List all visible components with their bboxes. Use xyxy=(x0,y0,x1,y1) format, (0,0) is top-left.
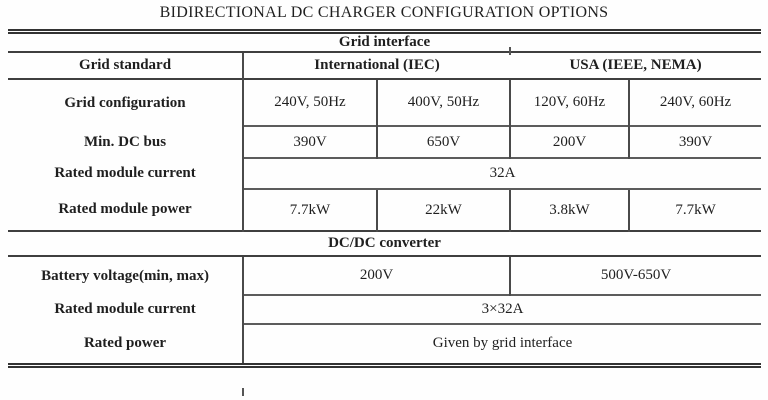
value-cell: 650V xyxy=(377,126,510,158)
table-title: BIDIRECTIONAL DC CHARGER CONFIGURATION OPTIONS xyxy=(159,4,609,21)
value-cell: 390V xyxy=(629,126,761,158)
value-cell: 400V, 50Hz xyxy=(377,79,510,126)
value-cell: 32A xyxy=(243,158,761,189)
value-cell: 390V xyxy=(243,126,377,158)
value-cell: 3×32A xyxy=(243,295,761,324)
value-cell: 200V xyxy=(510,126,629,158)
row-label-rated-power: Rated power xyxy=(83,334,167,351)
scan-artifact-tick xyxy=(242,388,244,396)
value-cell: 7.7kW xyxy=(629,189,761,231)
section-header-grid-interface: Grid interface xyxy=(338,34,431,50)
row-label-min-dc-bus: Min. DC bus xyxy=(83,133,167,150)
row-label-grid-configuration: Grid configuration xyxy=(8,79,243,126)
section-header-dcdc-converter: DC/DC converter xyxy=(8,231,761,256)
value-cell: 7.7kW xyxy=(243,189,377,231)
row-label-grid-standard: Grid standard xyxy=(8,52,243,79)
group-header-international: International (IEC) xyxy=(243,52,510,79)
charger-config-table xyxy=(8,29,761,368)
value-cell: 22kW xyxy=(377,189,510,231)
row-label-battery-voltage: Battery voltage(min, max) xyxy=(8,256,243,295)
value-cell: 120V, 60Hz xyxy=(510,79,629,126)
value-cell: Given by grid interface xyxy=(243,324,761,365)
scan-artifact-tick xyxy=(509,47,511,55)
row-label-rated-module-power: Rated module power xyxy=(58,201,192,218)
value-cell: 240V, 50Hz xyxy=(243,79,377,126)
value-cell: 3.8kW xyxy=(510,189,629,231)
group-header-usa: USA (IEEE, NEMA) xyxy=(510,52,761,79)
row-label-rated-module-current: Rated module current xyxy=(54,165,196,182)
row-label-rated-module-current-dc: Rated module current xyxy=(54,301,196,318)
value-cell: 200V xyxy=(243,256,510,295)
value-cell: 500V-650V xyxy=(510,256,761,295)
value-cell: 240V, 60Hz xyxy=(629,79,761,126)
